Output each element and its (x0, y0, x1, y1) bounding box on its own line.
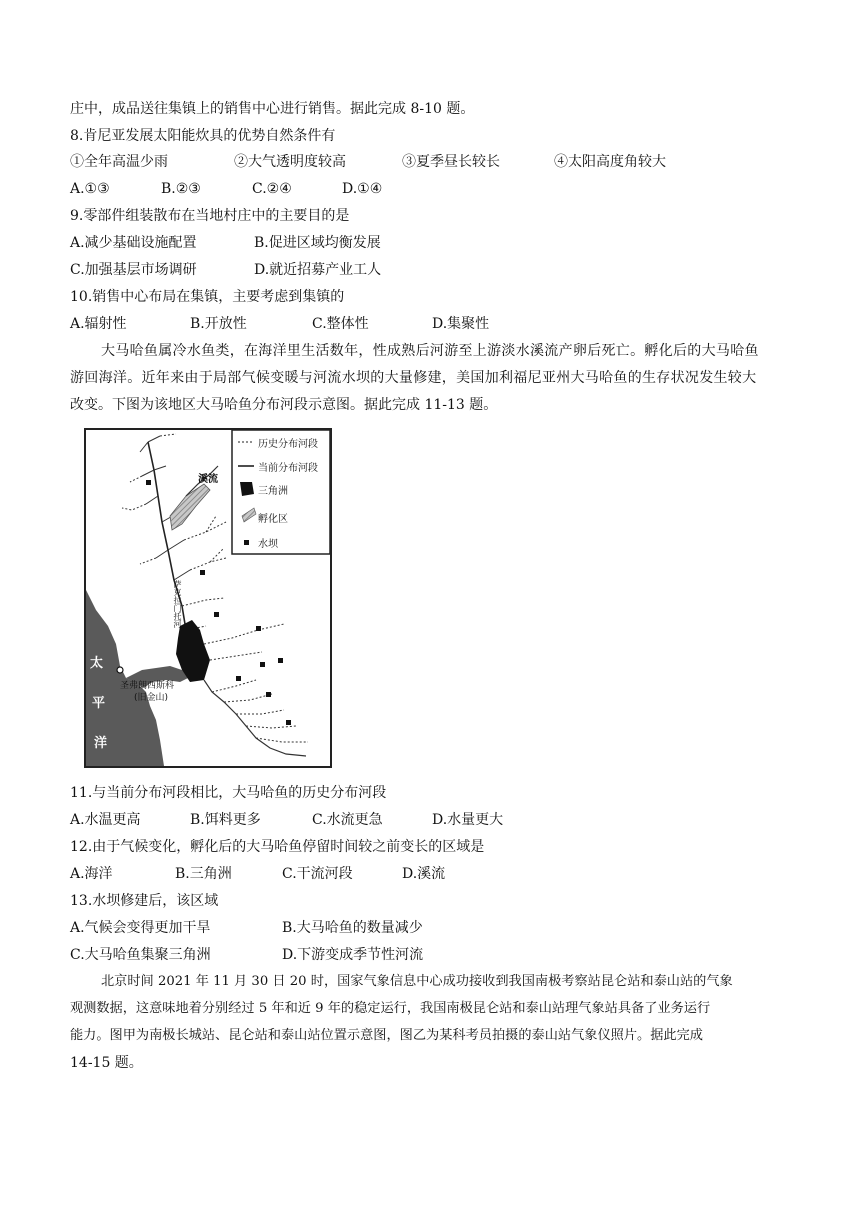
legend-dam: 水坝 (258, 539, 278, 550)
passage1-line-3: 改变。下图为该地区大马哈鱼分布河段示意图。据此完成 11-13 题。 (70, 397, 498, 413)
q11-option-b[interactable]: B.饵料更多 (190, 812, 261, 828)
label-ocean-2: 平 (92, 696, 106, 711)
label-river: 萨克拉门托河 (173, 580, 182, 628)
q11-option-c[interactable]: C.水流更急 (312, 812, 383, 828)
q10-option-d[interactable]: D.集聚性 (432, 316, 490, 332)
label-stream: 溪流 (198, 474, 218, 485)
intro-line: 庄中，成品送往集镇上的销售中心进行销售。据此完成 8-10 题。 (70, 101, 475, 117)
legend-delta: 三角洲 (258, 486, 288, 497)
q9-option-c[interactable]: C.加强基层市场调研 (70, 262, 197, 278)
q8-item-3: ③夏季昼长较长 (402, 154, 500, 170)
hatching-zone (170, 484, 210, 530)
q13-option-b[interactable]: B.大马哈鱼的数量减少 (282, 920, 423, 936)
q11-option-a[interactable]: A.水温更高 (70, 812, 141, 828)
q8-option-b[interactable]: B.②③ (161, 181, 201, 197)
q10-option-b[interactable]: B.开放性 (190, 316, 247, 332)
question-12-stem: 12.由于气候变化，孵化后的大马哈鱼停留时间较之前变长的区域是 (70, 839, 485, 855)
legend-historical: 历史分布河段 (258, 439, 318, 450)
passage1-line-1: 大马哈鱼属冷水鱼类，在海洋里生活数年，性成熟后河游至上游淡水溪流产卵后死亡。孵化后的大马哈鱼 (101, 343, 759, 359)
legend-hatching: 孵化区 (258, 514, 288, 525)
q8-option-a[interactable]: A.①③ (70, 181, 110, 197)
q8-option-d[interactable]: D.①④ (342, 181, 383, 197)
city-marker (117, 667, 123, 673)
q13-option-a[interactable]: A.气候会变得更加干旱 (70, 920, 211, 936)
label-city: 圣弗朗西斯科 (120, 681, 175, 691)
q9-option-b[interactable]: B.促进区域均衡发展 (254, 235, 381, 251)
southern-river (204, 680, 306, 756)
question-10-stem: 10.销售中心布局在集镇，主要考虑到集镇的 (70, 289, 345, 305)
question-13-stem: 13.水坝修建后，该区域 (70, 893, 219, 909)
q9-option-a[interactable]: A.减少基础设施配置 (70, 235, 197, 251)
label-ocean-1: 太 (90, 656, 104, 671)
question-11-stem: 11.与当前分布河段相比，大马哈鱼的历史分布河段 (70, 785, 387, 801)
q12-option-c[interactable]: C.干流河段 (282, 866, 353, 882)
q11-option-d[interactable]: D.水量更大 (432, 812, 504, 828)
q8-item-2: ②大气透明度较高 (234, 154, 346, 170)
q8-item-1: ①全年高温少雨 (70, 154, 168, 170)
question-9-stem: 9.零部件组装散布在当地村庄中的主要目的是 (70, 208, 350, 224)
passage2-line-4: 14-15 题。 (70, 1055, 143, 1071)
label-city-alt: (旧金山) (134, 693, 169, 703)
q13-option-c[interactable]: C.大马哈鱼集聚三角洲 (70, 947, 211, 963)
legend-current: 当前分布河段 (258, 463, 318, 474)
passage2-line-2: 观测数据，这意味地着分别经过 5 年和近 9 年的稳定运行，我国南极昆仑站和泰山站理气象站具备了业务运行 (70, 1001, 711, 1016)
question-8-stem: 8.肯尼亚发展太阳能炊具的优势自然条件有 (70, 128, 336, 144)
main-river (148, 442, 190, 652)
q8-option-c[interactable]: C.②④ (252, 181, 292, 197)
q8-item-4: ④太阳高度角较大 (554, 154, 666, 170)
q12-option-d[interactable]: D.溪流 (402, 866, 446, 882)
q10-option-a[interactable]: A.辐射性 (70, 316, 127, 332)
q9-option-d[interactable]: D.就近招募产业工人 (254, 262, 382, 278)
label-ocean-3: 洋 (94, 736, 108, 751)
passage2-line-1: 北京时间 2021 年 11 月 30 日 20 时，国家气象信息中心成功接收到我国南极考察站昆仑站和泰山站的气象 (101, 974, 733, 989)
q10-option-c[interactable]: C.整体性 (312, 316, 369, 332)
salmon-distribution-map (84, 428, 332, 768)
q12-option-a[interactable]: A.海洋 (70, 866, 113, 882)
q13-option-d[interactable]: D.下游变成季节性河流 (282, 947, 424, 963)
q12-option-b[interactable]: B.三角洲 (175, 866, 232, 882)
passage1-line-2: 游回海洋。近年来由于局部气候变暖与河流水坝的大量修建，美国加利福尼亚州大马哈鱼的生存状况发生较大 (70, 370, 757, 386)
passage2-line-3: 能力。图甲为南极长城站、昆仑站和泰山站位置示意图，图乙为某科考员拍摄的泰山站气象仪照片。据此完成 (70, 1028, 703, 1043)
